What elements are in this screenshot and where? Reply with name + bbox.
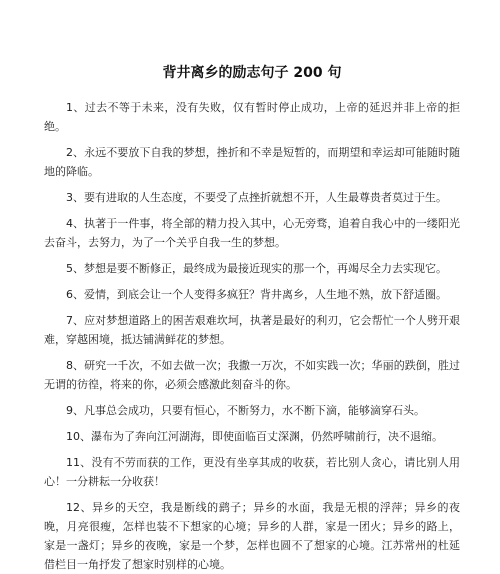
- paragraph-12: 12、异乡的天空，我是断线的鹞子；异乡的水面，我是无根的浮萍；异乡的夜晚，月亮很瘦，怎样也装不下想家的心境；异乡的人群，家是一团火；异乡的路上，家是一盏灯；异乡的夜晚，家是一个梦，怎样也圆不了想家的心境。江苏常州的杜延借栏目一角抒发了想家时别样的心境。: [44, 501, 460, 571]
- paragraph-6: 6、爱情，到底会让一个人变得多疯狂？背井离乡，人生地不熟，放下舒适圈。: [66, 288, 447, 301]
- paragraph-11: 11、没有不劳而获的工作，更没有坐享其成的收获，若比别人贪心，请比别人用心！一分耕耘一分收获！: [44, 456, 460, 488]
- document-title: 背井离乡的励志句子 200 句: [162, 65, 342, 81]
- paragraph-8: 8、研究一千次，不如去做一次；我撒一万次，不如实践一次；华丽的跌倒，胜过无谓的彷徨，将来的你，必须会感激此刻奋斗的你。: [44, 359, 460, 391]
- paragraph-9: 9、凡事总会成功，只要有恒心，不断努力，水不断下滴，能够滴穿石头。: [66, 404, 425, 417]
- paragraph-1: 1、过去不等于未来，没有失败，仅有暂时停止成功，上帝的延迟并非上帝的拒绝。: [44, 101, 460, 133]
- paragraph-3: 3、要有进取的人生态度，不要受了点挫折就想不开，人生最尊贵者莫过于生。: [66, 191, 447, 204]
- paragraph-list: [44, 98, 460, 574]
- paragraph-4: 4、执著于一件事，将全部的精力投入其中，心无旁骛，追着自我心中的一缕阳光去奋斗，去努力，为了一个关乎自我一生的梦想。: [44, 217, 460, 249]
- paragraph-5: 5、梦想是要不断修正，最终成为最接近现实的那一个，再竭尽全力去实现它。: [66, 262, 447, 275]
- paragraph-7: 7、应对梦想道路上的困苦艰难坎坷，执著是最好的利刃，它会帮忙一个人劈开艰难，穿越困境，抵达铺满鲜花的梦想。: [44, 314, 460, 346]
- paragraph-2: 2、永远不要放下自我的梦想，挫折和不幸是短暂的，而期望和幸运却可能随时随地的降临。: [44, 146, 460, 178]
- paragraph-10: 10、瀑布为了奔向江河湖海，即使面临百丈深渊，仍然呼啸前行，决不退缩。: [66, 430, 443, 443]
